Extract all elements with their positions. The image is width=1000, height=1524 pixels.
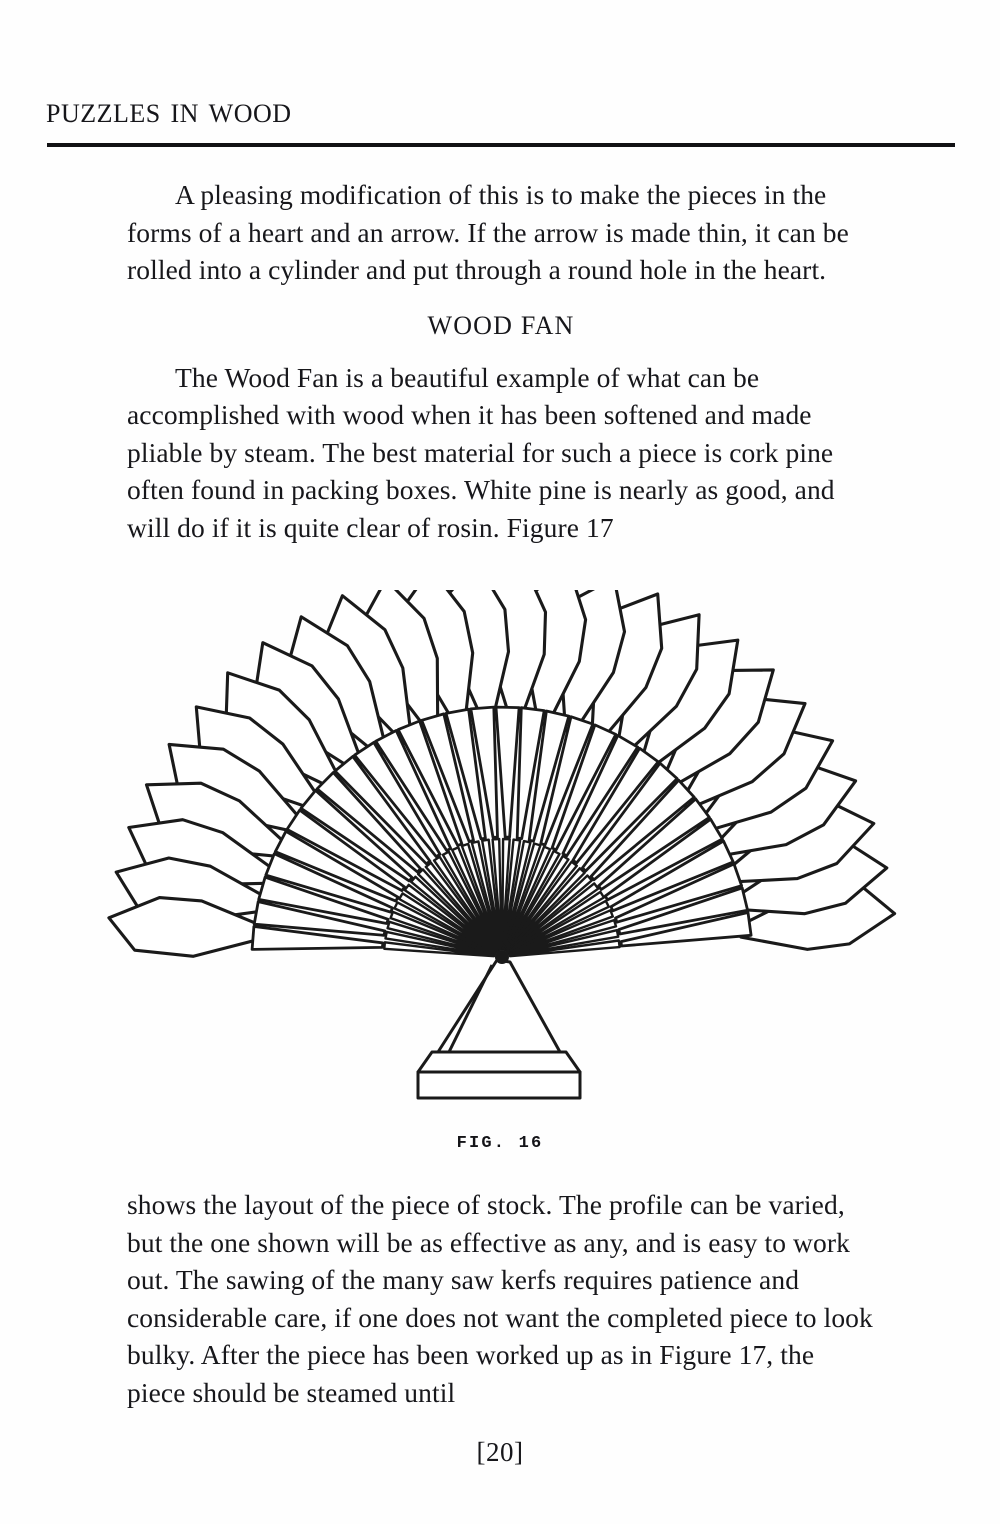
paragraph-3: shows the layout of the piece of stock. The profile can be varied, but the one shown will be as effective as any, and is easy to work out. The sawing of the many saw kerfs requires patience and considerable care, if one does not want the completed piece to look bulky. After the piece has been worked up as in Figure 17, the piece should be steamed until (127, 1189, 873, 1408)
header-divider-rule (47, 143, 955, 147)
page-number: [20] (476, 1437, 524, 1467)
lower-text-block (127, 1186, 875, 1411)
figure-16 (0, 590, 1000, 1153)
wood-fan-svg (0, 590, 1000, 1120)
running-header-title: puzzles in wood (46, 90, 292, 131)
section-heading-wood-fan: WOOD FAN (427, 310, 575, 340)
figure-caption: FIG. 16 (456, 1134, 544, 1153)
paragraph-2: The Wood Fan is a beautiful example of what can be accomplished with wood when it has been softened and made pliable by steam. The best material for such a piece is cork pine often found in packing boxes. White pine is nearly as good, and will do if it is quite clear of rosin. Figure 17 (127, 361, 835, 543)
paragraph-1: A pleasing modification of this is to make the pieces in the forms of a heart and an arrow. If the arrow is made thin, it can be rolled into a cylinder and put through a round hole in the heart. (127, 179, 849, 285)
upper-text-block (127, 176, 875, 546)
wood-fan-illustration (0, 590, 1000, 1120)
running-header (46, 92, 956, 129)
